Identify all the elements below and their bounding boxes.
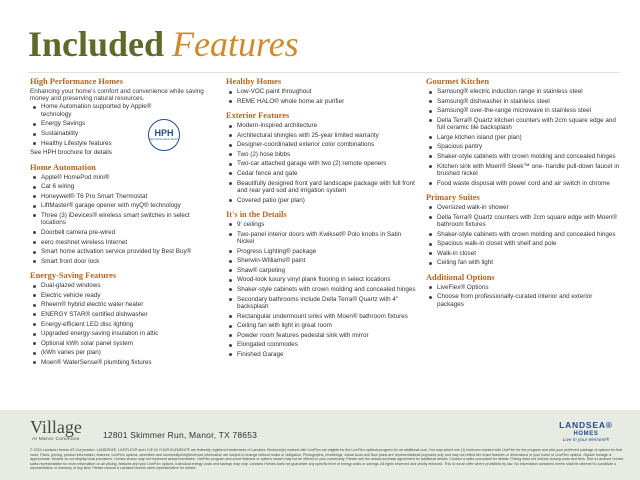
list-item: Energy-efficient LED disc lighting [30,321,215,328]
list-item: Smart front door lock [30,258,215,265]
list-item: Dual-glazed windows [30,282,215,289]
list-item: Beautifully designed front yard landscape package with full front and rear yard sod and irrigation system [226,180,416,195]
hph-brochure-note: See HPH brochure for details [30,149,112,157]
list-item: LiveFlex® Options [426,284,620,291]
section-heading-primary-suites: Primary Suites [426,192,480,202]
primary-suites-list [426,204,620,267]
list-item: Healthy Lifestyle features [30,140,155,147]
list-item: Two-car attached garage with two (2) remote openers [226,160,416,167]
list-item: REME HALO® whole home air purifier [226,98,416,105]
list-item: Progress Lighting® package [226,248,416,255]
list-item: Cedar fence and gate [226,170,416,177]
list-item: Spacious pantry [426,143,620,150]
list-item: Energy Savings [30,120,155,127]
section-heading-exterior: Exterior Features [226,111,290,120]
section-heading-additional-options: Additional Options [426,272,495,282]
list-item: Apple® HomePod mini® [30,174,215,181]
section-heading-details: It's in the Details [226,209,287,219]
list-item: Large kitchen island (per plan) [426,134,620,141]
list-item: Moen® WaterSense® plumbing fixtures [30,359,215,366]
title-divider [28,72,620,73]
hph-badge-icon [148,119,180,151]
list-item: Electric vehicle ready [30,292,215,299]
home-automation-list [30,174,215,266]
list-item: Della Terra® Quartz counters with 2cm square edge with Moen® bathroom fixtures [426,214,620,229]
list-item: eero meshnet wireless Internet [30,239,215,246]
list-item: Upgraded energy-saving insulation in attic [30,330,215,337]
title-word-included: Included [28,24,165,64]
list-item: Covered patio (per plan) [226,197,416,204]
list-item: Home Automation supported by Apple® technology [30,103,155,118]
list-item: Ceiling fan with light [426,259,620,266]
list-item: Finished Garage [226,351,416,358]
list-item: Della Terra® Quartz kitchen counters with 2cm square edge and full ceramic tile backsplash [426,117,620,132]
list-item: Modern-inspired architecture [226,122,416,129]
kitchen-list [426,88,620,187]
list-item: Cat 6 wiring [30,183,215,190]
high-performance-list [30,103,155,147]
list-item: Choose from professionally-curated interior and exterior packages [426,293,620,308]
title-word-features: Features [172,24,299,64]
list-item: Smart home activation service provided by Best Buy® [30,248,215,255]
list-item: Designer-coordinated exterior color combinations [226,141,416,148]
hph-badge-text: HPH [154,128,174,139]
healthy-homes-list [226,88,416,105]
column-middle [226,76,416,361]
page-title [28,24,299,64]
list-item: Samsung® dishwasher in stainless steel [426,98,620,105]
high-performance-block [30,103,215,147]
list-item: Low-VOC paint throughout [226,88,416,95]
list-item: Three (3) iDevices® wireless smart switches in select locations [30,212,215,227]
list-item: Architectural shingles with 25-year limited warranty [226,132,416,139]
energy-saving-list [30,282,215,366]
list-item: Shaker-style cabinets with crown molding and concealed hinges [426,231,620,238]
list-item: Shaw® carpeting [226,267,416,274]
list-item: Powder room features pedestal sink with mirror [226,332,416,339]
section-heading-energy-saving: Energy-Saving Features [30,271,117,281]
list-item: Samsung® over-the-range microwave in stainless steel [426,107,620,114]
list-item: ENERGY STAR® certified dishwasher [30,311,215,318]
hph-badge-subtext: High Performance Homes [149,138,179,142]
section-heading-home-automation: Home Automation [30,162,96,172]
additional-options-list [426,284,620,308]
list-item: Rectangular undermount sinks with Moen® bathroom fixtures [226,313,416,320]
landsea-logo-name: LANDSEA® [559,420,613,430]
list-item: Walk-in closet [426,250,620,257]
list-item: (kWh varies per plan) [30,349,215,356]
list-item: Shaker-style cabinets with crown molding and concealed hinges [226,286,416,293]
community-address: 12801 Skimmer Run, Manor, TX 78653 [103,430,258,440]
column-right [426,76,620,310]
list-item: Samsung® electric induction range in stainless steel [426,88,620,95]
list-item: Spacious walk-in closet with shelf and pole [426,240,620,247]
list-item: Sustainability [30,130,155,137]
village-logo-subtitle: At Manor Commons [32,437,80,442]
section-heading-healthy-homes: Healthy Homes [226,77,282,86]
exterior-list [226,122,416,204]
section-heading-kitchen: Gourmet Kitchen [426,77,490,86]
list-item: Wood-look luxury vinyl plank flooring in select locations [226,276,416,283]
list-item: Secondary bathrooms include Della Terra® Quartz with 4" backsplash [226,296,416,311]
list-item: 9' ceilings [226,221,416,228]
high-performance-intro: Enhancing your home's comfort and convenience while saving money and preserving natural resources. [30,88,204,103]
column-left [30,76,215,369]
list-item: Elongated commodes [226,341,416,348]
landsea-tagline: Live in your element® [562,438,610,443]
footer [0,410,640,480]
details-list [226,221,416,358]
list-item: Rheem® hybrid electric water heater [30,301,215,308]
section-heading-high-performance: High Performance Homes [30,77,124,86]
list-item: Shaker-style cabinets with crown molding and concealed hinges [426,153,620,160]
list-item: Two-panel interior doors with Kwikset® Polo knobs in Satin Nickel [226,231,416,246]
list-item: Food waste disposal with power cord and air switch in chrome [426,180,620,187]
list-item: Optional kWh solar panel system [30,340,215,347]
list-item: Oversized walk-in shower [426,204,620,211]
list-item: Honeywell® T6 Pro Smart Thermostat [30,193,215,200]
list-item: Doorbell camera pre-wired [30,229,215,236]
list-item: Sherwin-Williams® paint [226,257,416,264]
village-logo: Village [30,417,82,437]
list-item: Ceiling fan with light in great room [226,322,416,329]
legal-disclaimer: © 2024 Landsea Homes US Corporation. LANDSEA®, LIVEFLEX® and LIVE IN YOUR ELEMENT® are federally registered trademarks of Landsea. Bedroom(s) marked with LiveFlex are eligible for the LiveFlex optional program for an additional cost. You may select one (1) bedroom marked with LiveFlex for the program and pick your preferred package of options for that room. Plans, pricing, product information, features, LiveFlex options, amenities and community/neighborhood information are subject to change without notice or obligation. Photographs, renderings, virtual tours and floor plans are representational purposes only and may not reflect the exact features or dimensions of your home or LiveFlex options. Square footage is approximate. Models do not display local provisions. Homes shown may not represent actual homesites. LiveFlex program and some features or options shown may not be offered in your community. Please see the actual purchase agreement for additional details. Contact a sales consultant for details. Pricing does not include closing costs and fees. See a Landsea Homes sales representative for more information on all pricing, features and your LiveFlex options. Individual energy costs and savings may vary. Landsea Homes does not guarantee any specific level of energy costs or savings. All rights reserved and strictly enforced. This is not an offer where prohibited by law. No information contained herein shall be deemed to constitute a representation or warranty of any kind. Please consult a Landsea Homes sales representative for details. [30,448,624,471]
list-item: Kitchen sink with Moen® Sleek™ one- handle pull-down faucet in brushed nickel [426,163,620,178]
list-item: LiftMaster® garage opener with myQ® technology [30,202,215,209]
list-item: Two (2) hose bibbs [226,151,416,158]
landsea-logo-homes: HOMES [573,431,599,437]
landsea-logo [546,420,626,444]
